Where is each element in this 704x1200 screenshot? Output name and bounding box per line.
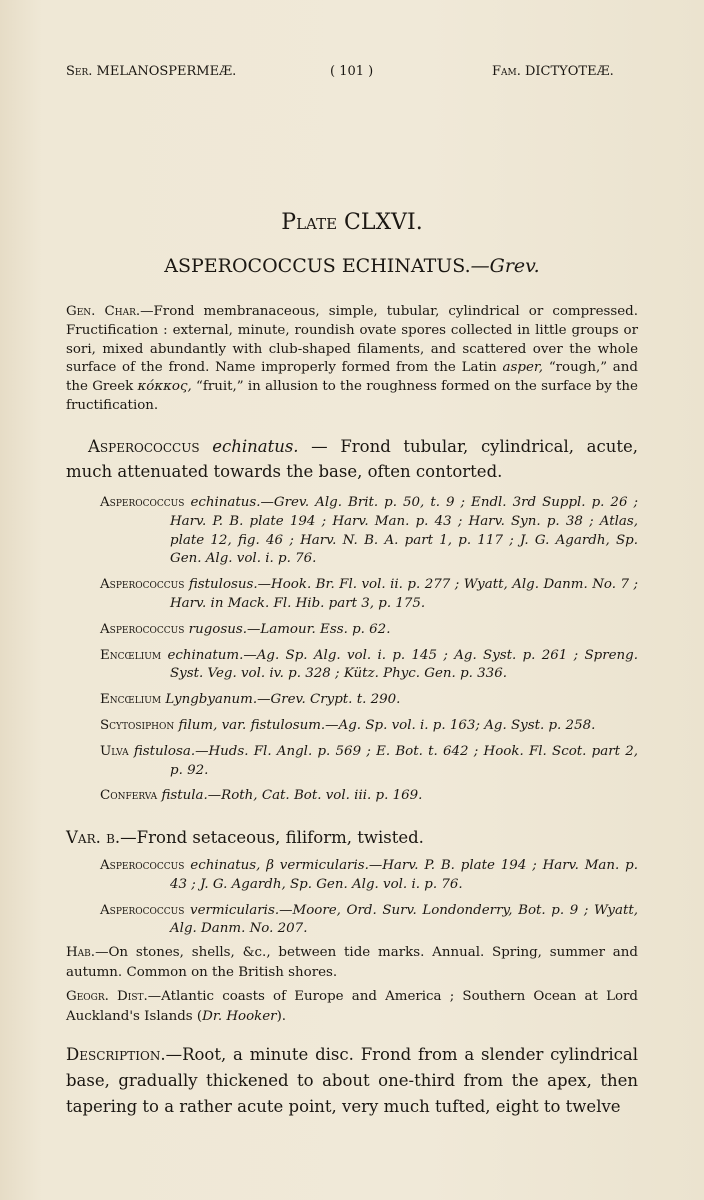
synonym-entry: [100, 717, 638, 736]
page-number: ( 101 ): [330, 64, 374, 79]
description-paragraph: [66, 1042, 638, 1120]
habitat-paragraph: [66, 943, 638, 982]
variety-heading: [66, 826, 638, 850]
variety-text: —Frond setaceous, filiform, twisted.: [120, 828, 424, 847]
running-head: [0, 64, 704, 84]
variety-synonym-entry: [100, 857, 638, 895]
diagnosis-genus: Asperococcus: [88, 437, 200, 456]
synonym-entry: [100, 691, 638, 710]
gen-char-text2: “rough,” and the Greek: [66, 360, 638, 395]
gen-char-latin: asper,: [502, 360, 544, 376]
synonym-citation: echinatus.—Grev. Alg. Brit. p. 50, t. 9 ; Endl. 3rd Suppl. p. 26 ; Harv. P. B. plate 194 ; Harv. Man. p. 43 ; Harv. Syn. p. 38 ; Atlas, plate 12, fig. 46 ; Harv. N. B. A. part 1, p. 117 ; J. G. Agardh, Sp. Gen. Alg. vol. i. p. 76.: [170, 495, 638, 567]
variety-synonym-entry: [100, 902, 638, 940]
synonym-genus: Encœlium: [100, 647, 162, 663]
family-label: Fam. DICTYOTEÆ.: [492, 64, 614, 79]
diagnosis-epithet: echinatus.: [212, 437, 299, 456]
synonym-genus: Asperococcus: [100, 902, 185, 918]
variety-synonym-list: [100, 857, 638, 946]
synonym-genus: Ulva: [100, 743, 129, 759]
description-text: —Root, a minute disc. Frond from a slender cylindrical base, gradually thickened to about one-third from the apex, then tapering to a rather acute point, very much tufted, eight to twelve: [66, 1045, 638, 1116]
synonym-entry: [100, 576, 638, 614]
species-diagnosis: [66, 434, 638, 484]
synonym-citation: filum, var. fistulosum.—Ag. Sp. vol. i. p. 163; Ag. Syst. p. 258.: [178, 717, 596, 733]
distribution-label: Geogr. Dist.: [66, 989, 148, 1004]
synonym-genus: Asperococcus: [100, 858, 185, 873]
synonym-citation: echinatum.—Ag. Sp. Alg. vol. i. p. 145 ; Ag. Syst. p. 261 ; Spreng. Syst. Veg. vol. iv. p. 328 ; Kütz. Phyc. Gen. p. 336.: [167, 647, 638, 682]
species-title: [0, 255, 704, 277]
distribution-paragraph: [66, 987, 638, 1026]
synonym-genus: Asperococcus: [100, 621, 185, 637]
habitat-label: Hab.: [66, 945, 96, 960]
synonym-genus: Scytosiphon: [100, 717, 175, 733]
synonym-citation: Lyngbyanum.—Grev. Crypt. t. 290.: [165, 692, 401, 708]
synonym-genus: Asperococcus: [100, 577, 185, 593]
diagnosis-text: — Frond tubular, cylindrical, acute, much attenuated towards the base, often contorted.: [66, 437, 638, 481]
gen-char-text: —Frond membranaceous, simple, tubular, cylindrical or compressed. Fructification : external, minute, roundish ovate spores collected in little groups or sori, mixed abundantly with club-shaped filaments, and scattered over the whole surface of the frond. Name improperly formed from the Latin: [66, 304, 638, 376]
synonym-citation: echinatus, β vermicularis.—Harv. P. B. plate 194 ; Harv. Man. p. 43 ; J. G. Agardh, Sp. Gen. Alg. vol. i. p. 76.: [170, 858, 638, 892]
synonym-entry: [100, 743, 638, 781]
synonym-citation: rugosus.—Lamour. Ess. p. 62.: [188, 621, 391, 637]
distribution-text: —Atlantic coasts of Europe and America ; Southern Ocean at Lord Auckland's Islands (: [66, 989, 639, 1024]
gen-char-label: Gen. Char.: [66, 304, 141, 319]
synonym-entry: [100, 787, 638, 806]
synonym-citation: fistula.—Roth, Cat. Bot. vol. iii. p. 169.: [161, 788, 423, 804]
generic-character: [66, 303, 638, 416]
synonym-entry: [100, 621, 638, 640]
synonym-citation: fistulosa.—Huds. Fl. Angl. p. 569 ; E. Bot. t. 642 ; Hook. Fl. Scot. part 2, p. 92.: [133, 743, 639, 778]
gen-char-greek: κόκκος,: [137, 379, 192, 395]
synonym-genus: Conferva: [100, 788, 158, 804]
description-label: Description.: [66, 1045, 166, 1064]
synonym-genus: Encœlium: [100, 692, 162, 708]
distribution-text2: ).: [276, 1008, 287, 1024]
species-name: ASPEROCOCCUS ECHINATUS.: [164, 255, 471, 277]
habitat-text: —On stones, shells, &c., between tide marks. Annual. Spring, summer and autumn. Common on the British shores.: [66, 945, 638, 980]
species-author: —Grev.: [470, 255, 540, 277]
plate-title: Plate CLXVI.: [281, 210, 423, 235]
distribution-credit: Dr. Hooker: [202, 1008, 277, 1024]
gen-char-text3: “fruit,” in allusion to the roughness formed on the surface by the fructification.: [66, 379, 638, 413]
variety-label: Var. β.: [66, 828, 121, 847]
synonym-entry: [100, 494, 638, 569]
series-label: Ser. MELANOSPERMEÆ.: [66, 64, 237, 79]
synonym-entry: [100, 647, 638, 685]
synonym-citation: fistulosus.—Hook. Br. Fl. vol. ii. p. 277 ; Wyatt, Alg. Danm. No. 7 ; Harv. in Mack. Fl. Hib. part 3, p. 175.: [170, 577, 638, 611]
synonym-list: [100, 494, 638, 813]
synonym-citation: vermicularis.—Moore, Ord. Surv. Londonderry, Bot. p. 9 ; Wyatt, Alg. Danm. No. 207.: [170, 902, 638, 937]
synonym-genus: Asperococcus: [100, 495, 185, 510]
